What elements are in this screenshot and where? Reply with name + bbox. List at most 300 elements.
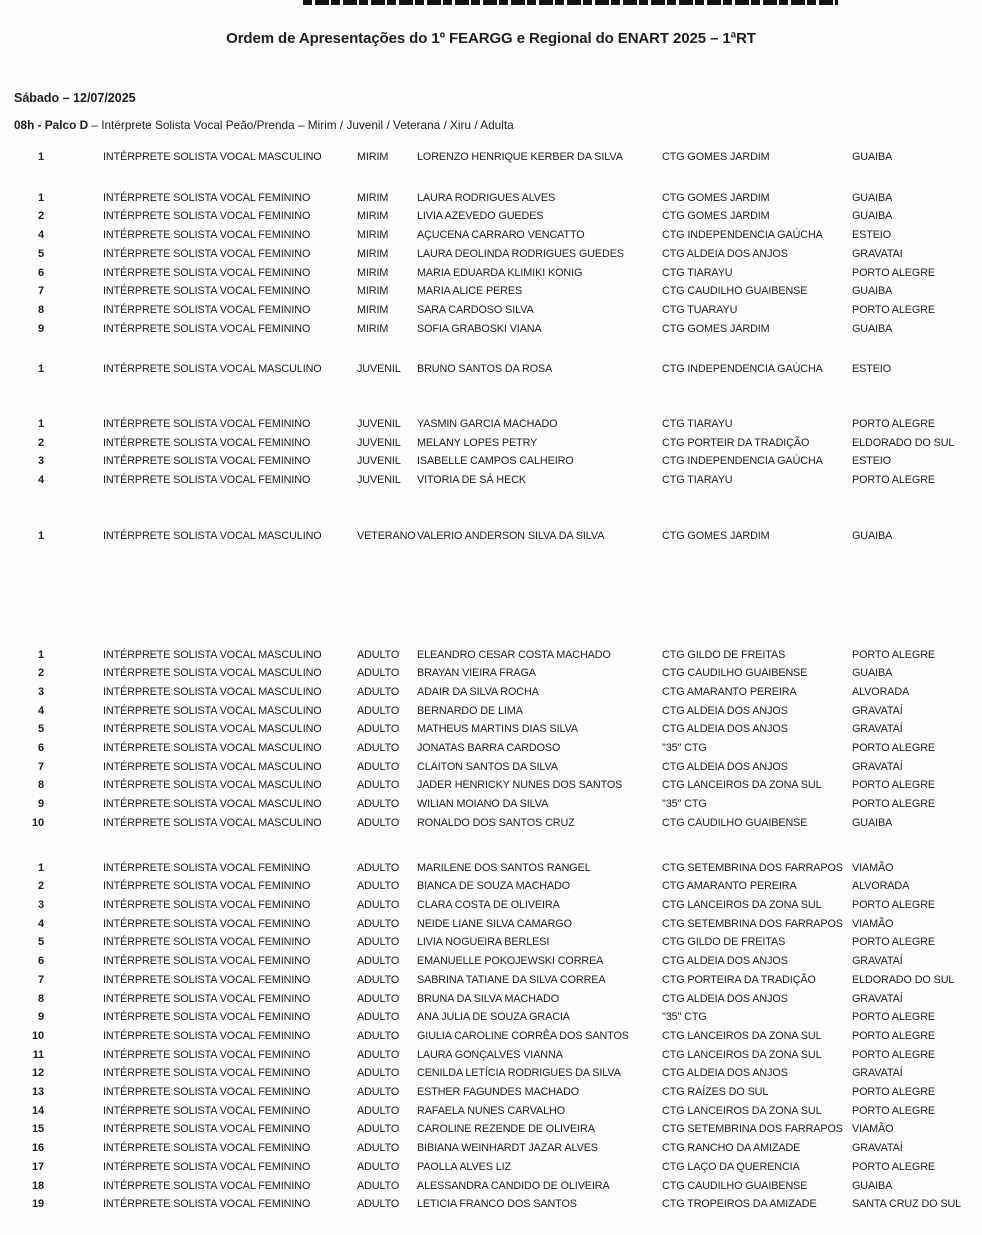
age-group-cell: ADULTO — [357, 973, 400, 986]
entity-cell: CTG PORTEIR DA TRADIÇÃO — [662, 436, 810, 449]
date-heading: Sábado – 12/07/2025 — [14, 91, 136, 105]
table-row — [0, 360, 982, 379]
category-cell: INTÉRPRETE SOLISTA VOCAL FEMININO — [103, 1048, 311, 1061]
age-group-cell: MIRIM — [357, 191, 389, 204]
age-group-cell: MIRIM — [357, 285, 389, 298]
category-cell: INTÉRPRETE SOLISTA VOCAL FEMININO — [103, 303, 311, 316]
age-group-cell: ADULTO — [357, 1198, 400, 1211]
city-cell: ALVORADA — [852, 880, 910, 893]
entity-cell: CTG LANCEIROS DA ZONA SUL — [662, 898, 822, 911]
session-heading — [14, 118, 982, 132]
table-row — [0, 952, 982, 971]
order-number-cell: 1 — [37, 151, 44, 163]
category-cell: INTÉRPRETE SOLISTA VOCAL MASCULINO — [103, 704, 322, 717]
category-cell: INTÉRPRETE SOLISTA VOCAL FEMININO — [103, 1198, 311, 1211]
table-row — [0, 1027, 982, 1046]
age-group-cell: ADULTO — [357, 779, 400, 792]
order-number-cell: 17 — [31, 1160, 44, 1173]
participant-name-cell: ANA JULIA DE SOUZA GRACIA — [417, 1011, 570, 1024]
city-cell: ELDORADO DO SUL — [852, 436, 955, 449]
entity-cell: "35" CTG — [662, 1011, 707, 1024]
participant-name-cell: PAOLLA ALVES LIZ — [417, 1160, 512, 1173]
age-group-cell: ADULTO — [357, 1029, 400, 1042]
participant-name-cell: ESTHER FAGUNDES MACHADO — [417, 1086, 580, 1099]
city-cell: PORTO ALEGRE — [852, 1104, 936, 1117]
age-group-cell: JUVENIL — [357, 455, 401, 468]
entity-cell: CTG INDEPENDENCIA GAÚCHA — [662, 229, 823, 242]
table-row — [0, 226, 982, 245]
participant-name-cell: JONATAS BARRA CARDOSO — [417, 742, 561, 755]
category-cell: INTÉRPRETE SOLISTA VOCAL MASCULINO — [103, 760, 322, 773]
entity-cell: CTG TIARAYU — [662, 266, 733, 279]
order-number-cell: 4 — [37, 474, 44, 487]
category-cell: INTÉRPRETE SOLISTA VOCAL FEMININO — [103, 418, 311, 431]
city-cell: ESTEIO — [852, 363, 891, 376]
table-row — [0, 527, 982, 546]
category-cell: INTÉRPRETE SOLISTA VOCAL FEMININO — [103, 898, 311, 911]
table-row — [0, 1177, 982, 1196]
category-cell: INTÉRPRETE SOLISTA VOCAL FEMININO — [103, 436, 311, 449]
entity-cell: CTG GOMES JARDIM — [662, 322, 770, 335]
participant-name-cell: CAROLINE REZENDE DE OLIVEIRA — [417, 1123, 595, 1136]
order-number-cell: 9 — [37, 798, 44, 811]
city-cell: GUAIBA — [852, 285, 893, 298]
city-cell: PORTO ALEGRE — [852, 936, 936, 949]
order-number-cell: 14 — [31, 1104, 44, 1117]
entity-cell: CTG SETEMBRINA DOS FARRAPOS — [662, 1123, 843, 1136]
category-cell: INTÉRPRETE SOLISTA VOCAL FEMININO — [103, 1104, 311, 1117]
entity-cell: CTG RANCHO DA AMIZADE — [662, 1142, 801, 1155]
entity-cell: CTG AMARANTO PEREIRA — [662, 880, 797, 893]
entity-cell: CTG TUARAYU — [662, 303, 738, 316]
entity-cell: CTG AMARANTO PEREIRA — [662, 685, 797, 698]
category-cell: INTÉRPRETE SOLISTA VOCAL MASCULINO — [103, 151, 322, 163]
order-number-cell: 1 — [37, 861, 44, 874]
age-group-cell: MIRIM — [357, 303, 389, 316]
schedule-section-solista-masculino-juvenil — [0, 360, 982, 379]
age-group-cell: ADULTO — [357, 917, 400, 930]
participant-name-cell: MATHEUS MARTINS DIAS SILVA — [417, 723, 578, 736]
city-cell: ALVORADA — [852, 685, 910, 698]
table-row — [0, 1195, 982, 1214]
order-number-cell: 1 — [37, 191, 44, 204]
city-cell: GUAIBA — [852, 151, 893, 163]
city-cell: GUAIBA — [852, 1179, 893, 1192]
schedule-section-solista-feminino-mirim — [0, 189, 982, 339]
participant-name-cell: MARIA ALICE PERES — [417, 285, 523, 298]
city-cell: VIAMÃO — [852, 1123, 894, 1136]
participant-name-cell: CENILDA LETÍCIA RODRIGUES DA SILVA — [417, 1067, 621, 1080]
entity-cell: CTG ALDEIA DOS ANJOS — [662, 955, 788, 968]
category-cell: INTÉRPRETE SOLISTA VOCAL FEMININO — [103, 973, 311, 986]
entity-cell: CTG TIARAYU — [662, 418, 733, 431]
participant-name-cell: YASMIN GARCIA MACHADO — [417, 418, 558, 431]
age-group-cell: MIRIM — [357, 266, 389, 279]
order-number-cell: 16 — [31, 1142, 44, 1155]
table-row — [0, 189, 982, 208]
category-cell: INTÉRPRETE SOLISTA VOCAL MASCULINO — [103, 742, 322, 755]
order-number-cell: 1 — [37, 418, 44, 431]
age-group-cell: ADULTO — [357, 667, 400, 680]
age-group-cell: ADULTO — [357, 742, 400, 755]
age-group-cell: ADULTO — [357, 1179, 400, 1192]
category-cell: INTÉRPRETE SOLISTA VOCAL FEMININO — [103, 992, 311, 1005]
age-group-cell: ADULTO — [357, 992, 400, 1005]
order-number-cell: 8 — [37, 303, 44, 316]
participant-name-cell: ALESSANDRA CANDIDO DE OLIVEIRA — [417, 1179, 610, 1192]
entity-cell: CTG GILDO DE FREITAS — [662, 936, 786, 949]
entity-cell: CTG TIARAYU — [662, 474, 733, 487]
participant-name-cell: BRAYAN VIEIRA FRAGA — [417, 667, 536, 680]
table-row — [0, 415, 982, 434]
entity-cell: CTG SETEMBRINA DOS FARRAPOS — [662, 917, 843, 930]
age-group-cell: ADULTO — [357, 861, 400, 874]
table-row — [0, 434, 982, 453]
participant-name-cell: LAURA RODRIGUES ALVES — [417, 191, 556, 204]
order-number-cell: 8 — [37, 992, 44, 1005]
participant-name-cell: RONALDO DOS SANTOS CRUZ — [417, 816, 575, 829]
entity-cell: CTG GILDO DE FREITAS — [662, 648, 786, 661]
participant-name-cell: LAURA DEOLINDA RODRIGUES GUEDES — [417, 247, 624, 260]
participant-name-cell: ADAIR DA SILVA ROCHA — [417, 685, 539, 698]
city-cell: VIAMÃO — [852, 917, 894, 930]
order-number-cell: 7 — [37, 285, 44, 298]
category-cell: INTÉRPRETE SOLISTA VOCAL FEMININO — [103, 474, 311, 487]
cropped-heading-artifact — [303, 0, 838, 5]
city-cell: VIAMÃO — [852, 861, 894, 874]
participant-name-cell: SOFIA GRABOSKI VIANA — [417, 322, 542, 335]
entity-cell: CTG RAÍZES DO SUL — [662, 1086, 769, 1099]
category-cell: INTÉRPRETE SOLISTA VOCAL MASCULINO — [103, 667, 322, 680]
order-number-cell: 2 — [37, 210, 44, 223]
table-row — [0, 758, 982, 777]
schedule-section-solista-feminino-juvenil — [0, 415, 982, 490]
schedule-section-solista-masculino-adulto — [0, 646, 982, 833]
entity-cell: CTG GOMES JARDIM — [662, 191, 770, 204]
age-group-cell: JUVENIL — [357, 363, 401, 376]
age-group-cell: MIRIM — [357, 210, 389, 223]
order-number-cell: 19 — [31, 1198, 44, 1211]
age-group-cell: ADULTO — [357, 936, 400, 949]
city-cell: GRAVATAÍ — [852, 704, 903, 717]
table-row — [0, 664, 982, 683]
order-number-cell: 15 — [31, 1123, 44, 1136]
entity-cell: CTG CAUDILHO GUAIBENSE — [662, 1179, 808, 1192]
order-number-cell: 9 — [37, 1011, 44, 1024]
category-cell: INTÉRPRETE SOLISTA VOCAL MASCULINO — [103, 685, 322, 698]
entity-cell: CTG CAUDILHO GUAIBENSE — [662, 285, 808, 298]
participant-name-cell: JADER HENRICKY NUNES DOS SANTOS — [417, 779, 623, 792]
order-number-cell: 7 — [37, 973, 44, 986]
table-row — [0, 320, 982, 339]
table-row — [0, 776, 982, 795]
age-group-cell: ADULTO — [357, 816, 400, 829]
participant-name-cell: ISABELLE CAMPOS CALHEIRO — [417, 455, 574, 468]
category-cell: INTÉRPRETE SOLISTA VOCAL FEMININO — [103, 191, 311, 204]
participant-name-cell: ELEANDRO CESAR COSTA MACHADO — [417, 648, 611, 661]
category-cell: INTÉRPRETE SOLISTA VOCAL FEMININO — [103, 210, 311, 223]
participant-name-cell: BRUNA DA SILVA MACHADO — [417, 992, 559, 1005]
table-row — [0, 1064, 982, 1083]
city-cell: PORTO ALEGRE — [852, 742, 936, 755]
entity-cell: CTG INDEPENDENCIA GAÚCHA — [662, 363, 823, 376]
table-row — [0, 471, 982, 490]
order-number-cell: 5 — [37, 936, 44, 949]
order-number-cell: 3 — [37, 685, 44, 698]
city-cell: GUAIBA — [852, 529, 893, 542]
participant-name-cell: LAURA GONÇALVES VIANNA — [417, 1048, 563, 1061]
age-group-cell: JUVENIL — [357, 418, 401, 431]
category-cell: INTÉRPRETE SOLISTA VOCAL MASCULINO — [103, 798, 322, 811]
order-number-cell: 10 — [31, 1029, 44, 1042]
category-cell: INTÉRPRETE SOLISTA VOCAL FEMININO — [103, 229, 311, 242]
table-row — [0, 739, 982, 758]
order-number-cell: 1 — [37, 529, 44, 542]
age-group-cell: MIRIM — [357, 151, 389, 163]
city-cell: GRAVATAI — [852, 247, 903, 260]
table-row — [0, 990, 982, 1009]
participant-name-cell: SARA CARDOSO SILVA — [417, 303, 534, 316]
city-cell: ELDORADO DO SUL — [852, 973, 955, 986]
category-cell: INTÉRPRETE SOLISTA VOCAL FEMININO — [103, 1160, 311, 1173]
city-cell: GRAVATAÍ — [852, 1067, 903, 1080]
category-cell: INTÉRPRETE SOLISTA VOCAL FEMININO — [103, 917, 311, 930]
city-cell: GUAIBA — [852, 667, 893, 680]
entity-cell: CTG PORTEIRA DA TRADIÇÃO — [662, 973, 816, 986]
entity-cell: CTG GOMES JARDIM — [662, 151, 770, 163]
category-cell: INTÉRPRETE SOLISTA VOCAL MASCULINO — [103, 648, 322, 661]
city-cell: GRAVATAÍ — [852, 992, 903, 1005]
participant-name-cell: BERNARDO DE LIMA — [417, 704, 523, 717]
table-row — [0, 282, 982, 301]
participant-name-cell: WILIAN MOIANO DA SILVA — [417, 798, 549, 811]
table-row — [0, 452, 982, 471]
city-cell: GRAVATAÍ — [852, 955, 903, 968]
table-row — [0, 896, 982, 915]
city-cell: PORTO ALEGRE — [852, 1011, 936, 1024]
participant-name-cell: MARILENE DOS SANTOS RANGEL — [417, 861, 591, 874]
order-number-cell: 9 — [37, 322, 44, 335]
entity-cell: CTG ALDEIA DOS ANJOS — [662, 1067, 788, 1080]
entity-cell: CTG ALDEIA DOS ANJOS — [662, 704, 788, 717]
entity-cell: CTG CAUDILHO GUAIBENSE — [662, 816, 808, 829]
entity-cell: CTG LANCEIROS DA ZONA SUL — [662, 1104, 822, 1117]
city-cell: PORTO ALEGRE — [852, 303, 936, 316]
age-group-cell: ADULTO — [357, 798, 400, 811]
city-cell: SANTA CRUZ DO SUL — [852, 1198, 962, 1211]
city-cell: PORTO ALEGRE — [852, 1160, 936, 1173]
city-cell: PORTO ALEGRE — [852, 1086, 936, 1099]
city-cell: PORTO ALEGRE — [852, 266, 936, 279]
category-cell: INTÉRPRETE SOLISTA VOCAL FEMININO — [103, 1179, 311, 1192]
order-number-cell: 1 — [37, 363, 44, 376]
participant-name-cell: LIVIA AZEVEDO GUEDES — [417, 210, 544, 223]
order-number-cell: 11 — [32, 1048, 44, 1061]
order-number-cell: 3 — [37, 898, 44, 911]
table-row — [0, 646, 982, 665]
participant-name-cell: VALERIO ANDERSON SILVA DA SILVA — [417, 529, 605, 542]
entity-cell: CTG GOMES JARDIM — [662, 210, 770, 223]
age-group-cell: MIRIM — [357, 229, 389, 242]
category-cell: INTÉRPRETE SOLISTA VOCAL FEMININO — [103, 266, 311, 279]
order-number-cell: 1 — [37, 648, 44, 661]
category-cell: INTÉRPRETE SOLISTA VOCAL FEMININO — [103, 1142, 311, 1155]
entity-cell: CTG ALDEIA DOS ANJOS — [662, 247, 788, 260]
age-group-cell: ADULTO — [357, 723, 400, 736]
table-row — [0, 1008, 982, 1027]
city-cell: ESTEIO — [852, 229, 891, 242]
participant-name-cell: NEIDE LIANE SILVA CAMARGO — [417, 917, 572, 930]
category-cell: INTÉRPRETE SOLISTA VOCAL FEMININO — [103, 1067, 311, 1080]
order-number-cell: 2 — [37, 436, 44, 449]
order-number-cell: 5 — [37, 723, 44, 736]
age-group-cell: JUVENIL — [357, 436, 401, 449]
participant-name-cell: EMANUELLE POKOJEWSKI CORREA — [417, 955, 604, 968]
city-cell: PORTO ALEGRE — [852, 474, 936, 487]
table-row — [0, 1120, 982, 1139]
age-group-cell: ADULTO — [357, 955, 400, 968]
age-group-cell: MIRIM — [357, 247, 389, 260]
age-group-cell: JUVENIL — [357, 474, 401, 487]
participant-name-cell: GIULIA CAROLINE CORRÊA DOS SANTOS — [417, 1029, 629, 1042]
table-row — [0, 1046, 982, 1065]
age-group-cell: ADULTO — [357, 1104, 400, 1117]
order-number-cell: 3 — [37, 455, 44, 468]
order-number-cell: 4 — [37, 704, 44, 717]
category-cell: INTÉRPRETE SOLISTA VOCAL FEMININO — [103, 455, 311, 468]
table-row — [0, 264, 982, 283]
participant-name-cell: MARIA EDUARDA KLIMIKI KONIG — [417, 266, 583, 279]
city-cell: GUAIBA — [852, 191, 893, 204]
table-row — [0, 795, 982, 814]
table-row — [0, 971, 982, 990]
city-cell: GUAIBA — [852, 816, 893, 829]
city-cell: ESTEIO — [852, 455, 891, 468]
order-number-cell: 6 — [37, 742, 44, 755]
category-cell: INTÉRPRETE SOLISTA VOCAL FEMININO — [103, 1029, 311, 1042]
participant-name-cell: MELANY LOPES PETRY — [417, 436, 538, 449]
age-group-cell: ADULTO — [357, 1067, 400, 1080]
entity-cell: "35" CTG — [662, 798, 707, 811]
city-cell: PORTO ALEGRE — [852, 898, 936, 911]
session-time-stage: 08h - Palco D — [14, 118, 89, 132]
category-cell: INTÉRPRETE SOLISTA VOCAL FEMININO — [103, 1086, 311, 1099]
category-cell: INTÉRPRETE SOLISTA VOCAL MASCULINO — [103, 723, 322, 736]
participant-name-cell: CLAITON SANTOS DA SILVA — [417, 760, 558, 773]
table-row — [0, 207, 982, 226]
schedule-section-solista-feminino-adulto — [0, 859, 982, 1214]
category-cell: INTÉRPRETE SOLISTA VOCAL FEMININO — [103, 861, 311, 874]
order-number-cell: 2 — [37, 667, 44, 680]
category-cell: INTÉRPRETE SOLISTA VOCAL FEMININO — [103, 247, 311, 260]
table-row — [0, 702, 982, 721]
city-cell: PORTO ALEGRE — [852, 798, 936, 811]
table-row — [0, 683, 982, 702]
presentation-schedule — [0, 148, 982, 1214]
participant-name-cell: AÇUCENA CARRARO VENCATTO — [417, 229, 585, 242]
entity-cell: CTG CAUDILHO GUAIBENSE — [662, 667, 808, 680]
city-cell: PORTO ALEGRE — [852, 648, 936, 661]
category-cell: INTÉRPRETE SOLISTA VOCAL FEMININO — [103, 880, 311, 893]
table-row — [0, 933, 982, 952]
order-number-cell: 4 — [37, 917, 44, 930]
table-row — [0, 148, 982, 167]
document-title: Ordem de Apresentações do 1º FEARGG e Regional do ENART 2025 – 1ªRT — [226, 30, 756, 47]
category-cell: INTÉRPRETE SOLISTA VOCAL MASCULINO — [103, 779, 322, 792]
session-description: – Intérprete Solista Vocal Peão/Prenda – Mirim / Juvenil / Veterana / Xiru / Adulta — [88, 118, 514, 132]
category-cell: INTÉRPRETE SOLISTA VOCAL FEMININO — [103, 1011, 311, 1024]
table-row — [0, 814, 982, 833]
age-group-cell: ADULTO — [357, 704, 400, 717]
participant-name-cell: BIANCA DE SOUZA MACHADO — [417, 880, 571, 893]
schedule-section-solista-masculino-veterano — [0, 527, 982, 546]
schedule-section-solista-masculino-mirim — [0, 148, 982, 167]
city-cell: GUAIBA — [852, 210, 893, 223]
order-number-cell: 2 — [37, 880, 44, 893]
entity-cell: CTG ALDEIA DOS ANJOS — [662, 760, 788, 773]
entity-cell: CTG LANCEIROS DA ZONA SUL — [662, 1048, 822, 1061]
order-number-cell: 5 — [37, 247, 44, 260]
age-group-cell: ADULTO — [357, 648, 400, 661]
city-cell: GRAVATAÍ — [852, 723, 903, 736]
city-cell: PORTO ALEGRE — [852, 1029, 936, 1042]
order-number-cell: 7 — [37, 760, 44, 773]
table-row — [0, 1102, 982, 1121]
age-group-cell: ADULTO — [357, 1048, 400, 1061]
category-cell: INTÉRPRETE SOLISTA VOCAL MASCULINO — [103, 529, 322, 542]
category-cell: INTÉRPRETE SOLISTA VOCAL FEMININO — [103, 322, 311, 335]
entity-cell: CTG ALDEIA DOS ANJOS — [662, 992, 788, 1005]
category-cell: INTÉRPRETE SOLISTA VOCAL MASCULINO — [103, 363, 322, 376]
age-group-cell: ADULTO — [357, 880, 400, 893]
participant-name-cell: CLARA COSTA DE OLIVEIRA — [417, 898, 560, 911]
age-group-cell: ADULTO — [357, 760, 400, 773]
category-cell: INTÉRPRETE SOLISTA VOCAL MASCULINO — [103, 816, 322, 829]
city-cell: PORTO ALEGRE — [852, 418, 936, 431]
participant-name-cell: LETICIA FRANCO DOS SANTOS — [417, 1198, 577, 1211]
city-cell: GRAVATAÍ — [852, 760, 903, 773]
entity-cell: CTG LANCEIROS DA ZONA SUL — [662, 779, 822, 792]
table-row — [0, 1139, 982, 1158]
age-group-cell: ADULTO — [357, 898, 400, 911]
age-group-cell: ADULTO — [357, 685, 400, 698]
entity-cell: CTG TROPEIROS DA AMIZADE — [662, 1198, 817, 1211]
entity-cell: CTG LANCEIROS DA ZONA SUL — [662, 1029, 822, 1042]
category-cell: INTÉRPRETE SOLISTA VOCAL FEMININO — [103, 936, 311, 949]
category-cell: INTÉRPRETE SOLISTA VOCAL FEMININO — [103, 1123, 311, 1136]
category-cell: INTÉRPRETE SOLISTA VOCAL FEMININO — [103, 955, 311, 968]
age-group-cell: VETERANO — [357, 529, 416, 542]
entity-cell: CTG LAÇO DA QUERENCIA — [662, 1160, 800, 1173]
order-number-cell: 4 — [37, 229, 44, 242]
participant-name-cell: LIVIA NOGUEIRA BERLESI — [417, 936, 550, 949]
participant-name-cell: LORENZO HENRIQUE KERBER DA SILVA — [417, 151, 623, 163]
order-number-cell: 18 — [31, 1179, 44, 1192]
city-cell: PORTO ALEGRE — [852, 779, 936, 792]
age-group-cell: ADULTO — [357, 1142, 400, 1155]
age-group-cell: ADULTO — [357, 1160, 400, 1173]
order-number-cell: 6 — [37, 955, 44, 968]
table-row — [0, 301, 982, 320]
table-row — [0, 245, 982, 264]
table-row — [0, 1158, 982, 1177]
entity-cell: CTG SETEMBRINA DOS FARRAPOS — [662, 861, 843, 874]
order-number-cell: 10 — [31, 816, 44, 829]
order-number-cell: 6 — [37, 266, 44, 279]
order-number-cell: 12 — [31, 1067, 44, 1080]
age-group-cell: ADULTO — [357, 1011, 400, 1024]
entity-cell: "35" CTG — [662, 742, 707, 755]
